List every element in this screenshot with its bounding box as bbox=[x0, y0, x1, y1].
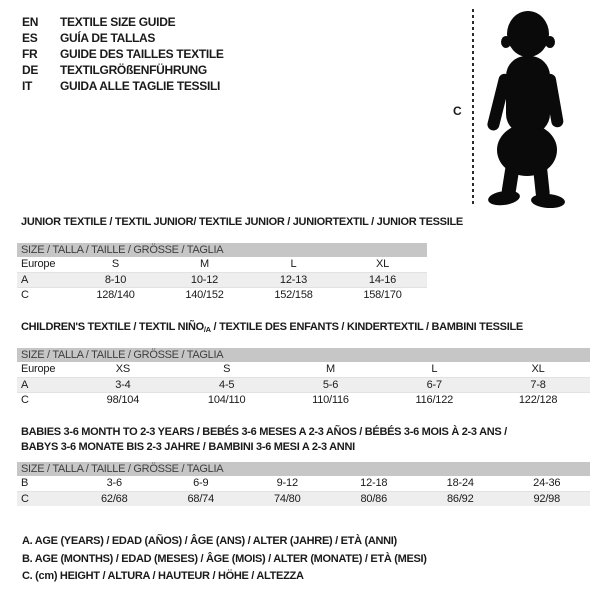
language-row bbox=[22, 14, 224, 30]
title-text: CHILDREN'S TEXTILE / TEXTIL NIÑO bbox=[21, 321, 204, 333]
language-label: TEXTILGRÖßENFÜHRUNG bbox=[60, 63, 207, 77]
table-cell: 12-13 bbox=[279, 274, 308, 286]
table-cell: 98/104 bbox=[106, 394, 140, 406]
table-cell: 104/110 bbox=[207, 394, 246, 406]
table-row-label: C bbox=[21, 394, 29, 406]
table-cell: 128/140 bbox=[96, 289, 135, 301]
table-body bbox=[17, 476, 590, 506]
footnote-line: A. AGE (YEARS) / EDAD (AÑOS) / ÂGE (ANS) / ALTER (JAHRE) / ETÀ (ANNI) bbox=[22, 535, 397, 547]
table-row-label: Europe bbox=[21, 258, 56, 270]
table-cell: S bbox=[111, 258, 120, 270]
footnotes bbox=[22, 533, 427, 586]
table-cell: 14-16 bbox=[368, 274, 397, 286]
section-title bbox=[17, 320, 590, 335]
height-marker-dotted-line bbox=[472, 9, 474, 206]
size-header-bar: SIZE / TALLA / TAILLE / GRÖSSE / TAGLIA bbox=[17, 243, 427, 257]
junior-size-table bbox=[17, 243, 427, 302]
table-cell: 3-4 bbox=[115, 379, 131, 391]
table-cell: XL bbox=[531, 363, 545, 375]
table-row-label: Europe bbox=[21, 363, 56, 375]
language-label: TEXTILE SIZE GUIDE bbox=[60, 15, 176, 29]
language-label: GUIDA ALLE TAGLIE TESSILI bbox=[60, 79, 221, 93]
table-cell: M bbox=[326, 363, 335, 375]
table-cell: 5-6 bbox=[322, 379, 339, 391]
section-title-line bbox=[21, 215, 463, 230]
section-title bbox=[17, 425, 590, 455]
section-title bbox=[17, 215, 463, 230]
table-cell: 92/98 bbox=[533, 493, 561, 505]
title-text: BABYS 3-6 MONATE BIS 2-3 JAHRE / BAMBINI 3-6 MESI A 2-3 ANNI bbox=[21, 441, 355, 453]
table-cell: 24-36 bbox=[533, 477, 561, 489]
table-cell: 3-6 bbox=[106, 477, 122, 489]
table-cell: 110/116 bbox=[312, 394, 349, 406]
table-cell: 62/68 bbox=[100, 493, 128, 505]
title-text: JUNIOR TEXTILE / TEXTIL JUNIOR/ TEXTILE JUNIOR / JUNIORTEXTIL / JUNIOR TESSILE bbox=[21, 216, 463, 228]
table-row bbox=[17, 287, 427, 302]
language-row bbox=[22, 30, 224, 46]
section-babies-textile bbox=[17, 425, 590, 506]
table-row bbox=[17, 491, 590, 506]
table-cell: XS bbox=[115, 363, 131, 375]
language-code: IT bbox=[22, 79, 33, 93]
table-row bbox=[17, 272, 427, 287]
table-row bbox=[17, 377, 590, 392]
table-row-label: C bbox=[21, 493, 29, 505]
title-subscript: /A bbox=[203, 325, 211, 334]
language-row bbox=[22, 78, 224, 94]
language-code: EN bbox=[22, 15, 39, 29]
table-cell: 4-5 bbox=[219, 379, 235, 391]
table-cell: 74/80 bbox=[273, 493, 301, 505]
table-cell: 10-12 bbox=[190, 274, 219, 286]
table-cell: XL bbox=[375, 258, 390, 270]
footnote-line: C. (cm) HEIGHT / ALTURA / HAUTEUR / HÖHE / ALTEZZA bbox=[22, 570, 304, 582]
baby-head bbox=[507, 11, 549, 57]
language-code: FR bbox=[22, 47, 38, 61]
table-cell: 158/170 bbox=[363, 289, 402, 301]
table-row bbox=[17, 476, 590, 491]
table-cell: 68/74 bbox=[187, 493, 215, 505]
table-body bbox=[17, 362, 590, 407]
table-cell: 122/128 bbox=[518, 394, 558, 406]
title-text: / TEXTILE DES ENFANTS / KINDERTEXTIL / BAMBINI TESSILE bbox=[210, 321, 523, 333]
height-marker-label: C bbox=[453, 104, 462, 118]
table-row-label: B bbox=[21, 477, 29, 489]
table-cell: 116/122 bbox=[415, 394, 454, 406]
table-cell: 152/158 bbox=[274, 289, 313, 301]
babies-size-table bbox=[17, 462, 590, 506]
table-row bbox=[17, 362, 590, 377]
table-cell: S bbox=[223, 363, 231, 375]
table-cell: 12-18 bbox=[360, 477, 388, 489]
language-code: DE bbox=[22, 63, 39, 77]
section-title-line bbox=[21, 440, 590, 455]
table-row bbox=[17, 392, 590, 407]
language-row bbox=[22, 62, 224, 78]
table-cell: 6-9 bbox=[193, 477, 209, 489]
table-cell: L bbox=[290, 258, 297, 270]
section-title-line bbox=[21, 320, 590, 335]
title-text: BABIES 3-6 MONTH TO 2-3 YEARS / BEBÉS 3-6 MESES A 2-3 AÑOS / BÉBÉS 3-6 MOIS À 2-3 ANS / bbox=[21, 426, 507, 438]
children-size-table bbox=[17, 348, 590, 407]
language-label: GUÍA DE TALLAS bbox=[60, 31, 156, 45]
language-list bbox=[22, 14, 224, 94]
table-cell: 8-10 bbox=[104, 274, 127, 286]
table-cell: 80/86 bbox=[360, 493, 388, 505]
language-code: ES bbox=[22, 31, 38, 45]
baby-silhouette-image bbox=[480, 8, 572, 208]
table-cell: M bbox=[200, 258, 209, 270]
table-cell: 86/92 bbox=[446, 493, 474, 505]
table-row-label: A bbox=[21, 379, 29, 391]
language-label: GUIDE DES TAILLES TEXTILE bbox=[60, 47, 224, 61]
section-title-line bbox=[21, 425, 590, 440]
table-row-label: C bbox=[21, 289, 29, 301]
size-header-bar: SIZE / TALLA / TAILLE / GRÖSSE / TAGLIA bbox=[17, 462, 590, 476]
table-cell: 9-12 bbox=[276, 477, 298, 489]
section-junior-textile bbox=[17, 215, 463, 302]
footnote-line: B. AGE (MONTHS) / EDAD (MESES) / ÂGE (MOIS) / ALTER (MONATE) / ETÀ (MESI) bbox=[22, 552, 427, 565]
table-body bbox=[17, 257, 427, 302]
section-childrens-textile bbox=[17, 320, 590, 407]
table-row-label: A bbox=[21, 274, 29, 286]
table-cell: L bbox=[431, 363, 438, 375]
size-header-bar: SIZE / TALLA / TAILLE / GRÖSSE / TAGLIA bbox=[17, 348, 590, 362]
language-row bbox=[22, 46, 224, 62]
table-cell: 140/152 bbox=[185, 289, 224, 301]
table-cell: 7-8 bbox=[530, 379, 546, 391]
table-row bbox=[17, 257, 427, 272]
table-cell: 6-7 bbox=[426, 379, 442, 391]
table-cell: 18-24 bbox=[446, 477, 474, 489]
